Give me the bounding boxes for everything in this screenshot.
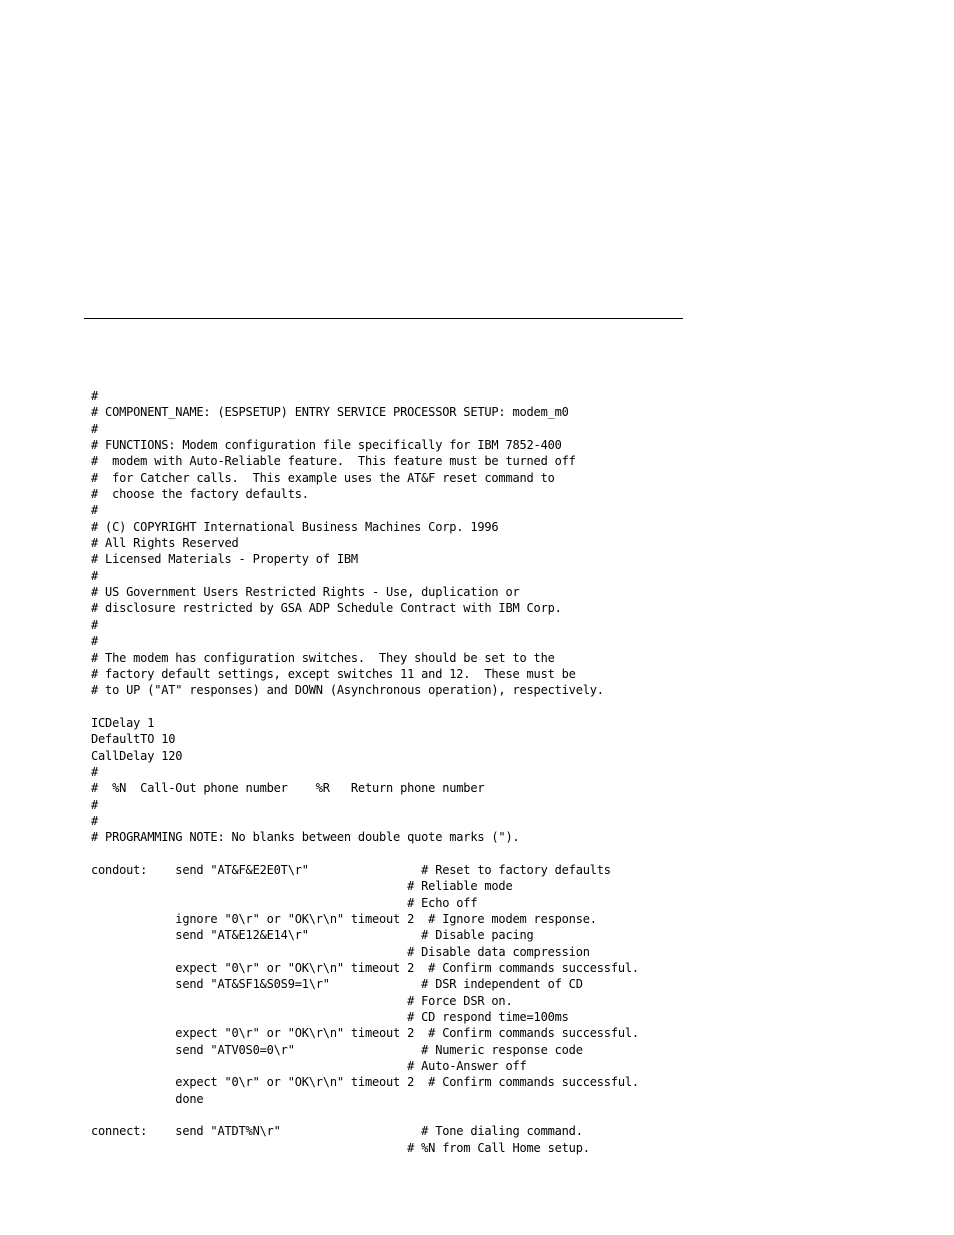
- header-rule: [84, 318, 683, 319]
- listing-line: # factory default settings, except switches 11 and 12. These must be: [91, 666, 576, 681]
- listing-line: #: [91, 568, 99, 583]
- listing-line: # disclosure restricted by GSA ADP Schedule Contract with IBM Corp.: [91, 601, 562, 616]
- listing-line: # Disable data compression: [91, 944, 590, 959]
- listing-line: # (C) COPYRIGHT International Business Machines Corp. 1996: [91, 519, 499, 534]
- listing-line: [91, 1107, 951, 1123]
- listing-line: # to UP ("AT" responses) and DOWN (Asynchronous operation), respectively.: [91, 683, 604, 698]
- listing-line: #: [91, 421, 99, 436]
- listing-line: # %N from Call Home setup.: [91, 1140, 590, 1155]
- listing-line: [91, 846, 951, 862]
- listing-line: #: [91, 617, 99, 632]
- listing-line: #: [91, 813, 99, 828]
- listing-line: # PROGRAMMING NOTE: No blanks between double quote marks (").: [91, 830, 520, 845]
- listing-line: # %N Call-Out phone number %R Return phone number: [91, 781, 485, 796]
- listing-line: # Reliable mode: [91, 879, 513, 894]
- listing-line: # modem with Auto-Reliable feature. This feature must be turned off: [91, 454, 576, 469]
- listing-line: send "ATV0S0=0\r" # Numeric response code: [91, 1042, 583, 1057]
- listing-line: # COMPONENT_NAME: (ESPSETUP) ENTRY SERVICE PROCESSOR SETUP: modem_m0: [91, 405, 569, 420]
- modem-config-listing: [91, 388, 951, 1156]
- listing-line: # US Government Users Restricted Rights - Use, duplication or: [91, 585, 520, 600]
- listing-line: # CD respond time=100ms: [91, 1010, 569, 1025]
- listing-line: #: [91, 634, 99, 649]
- listing-line: expect "0\r" or "OK\r\n" timeout 2 # Confirm commands successful.: [91, 961, 639, 976]
- listing-line: DefaultTO 10: [91, 732, 176, 747]
- listing-line: #: [91, 389, 99, 403]
- listing-line: # All Rights Reserved: [91, 536, 239, 551]
- listing-line: # choose the factory defaults.: [91, 487, 309, 502]
- listing-line: # for Catcher calls. This example uses the AT&F reset command to: [91, 470, 555, 485]
- listing-line: expect "0\r" or "OK\r\n" timeout 2 # Confirm commands successful.: [91, 1026, 639, 1041]
- listing-line: CallDelay 120: [91, 748, 183, 763]
- listing-line: #: [91, 764, 99, 779]
- listing-line: ignore "0\r" or "OK\r\n" timeout 2 # Ignore modem response.: [91, 912, 597, 926]
- listing-line: condout: send "AT&F&E2E0T\r" # Reset to factory defaults: [91, 862, 611, 877]
- listing-line: # The modem has configuration switches. They should be set to the: [91, 650, 555, 665]
- listing-line: # Echo off: [91, 895, 478, 910]
- listing-line: # Licensed Materials - Property of IBM: [91, 552, 358, 567]
- listing-line: send "AT&E12&E14\r" # Disable pacing: [91, 928, 534, 943]
- listing-line: send "AT&SF1&S0S9=1\r" # DSR independent of CD: [91, 977, 583, 992]
- listing-line: # FUNCTIONS: Modem configuration file specifically for IBM 7852-400: [91, 438, 562, 453]
- listing-line: expect "0\r" or "OK\r\n" timeout 2 # Confirm commands successful.: [91, 1075, 639, 1090]
- listing-line: done: [91, 1091, 204, 1106]
- listing-line: connect: send "ATDT%N\r" # Tone dialing command.: [91, 1124, 583, 1139]
- listing-line: #: [91, 503, 99, 518]
- listing-line: # Auto-Answer off: [91, 1059, 527, 1074]
- listing-line: [91, 699, 951, 715]
- listing-line: # Force DSR on.: [91, 993, 513, 1008]
- listing-line: #: [91, 797, 99, 812]
- listing-line: ICDelay 1: [91, 715, 155, 730]
